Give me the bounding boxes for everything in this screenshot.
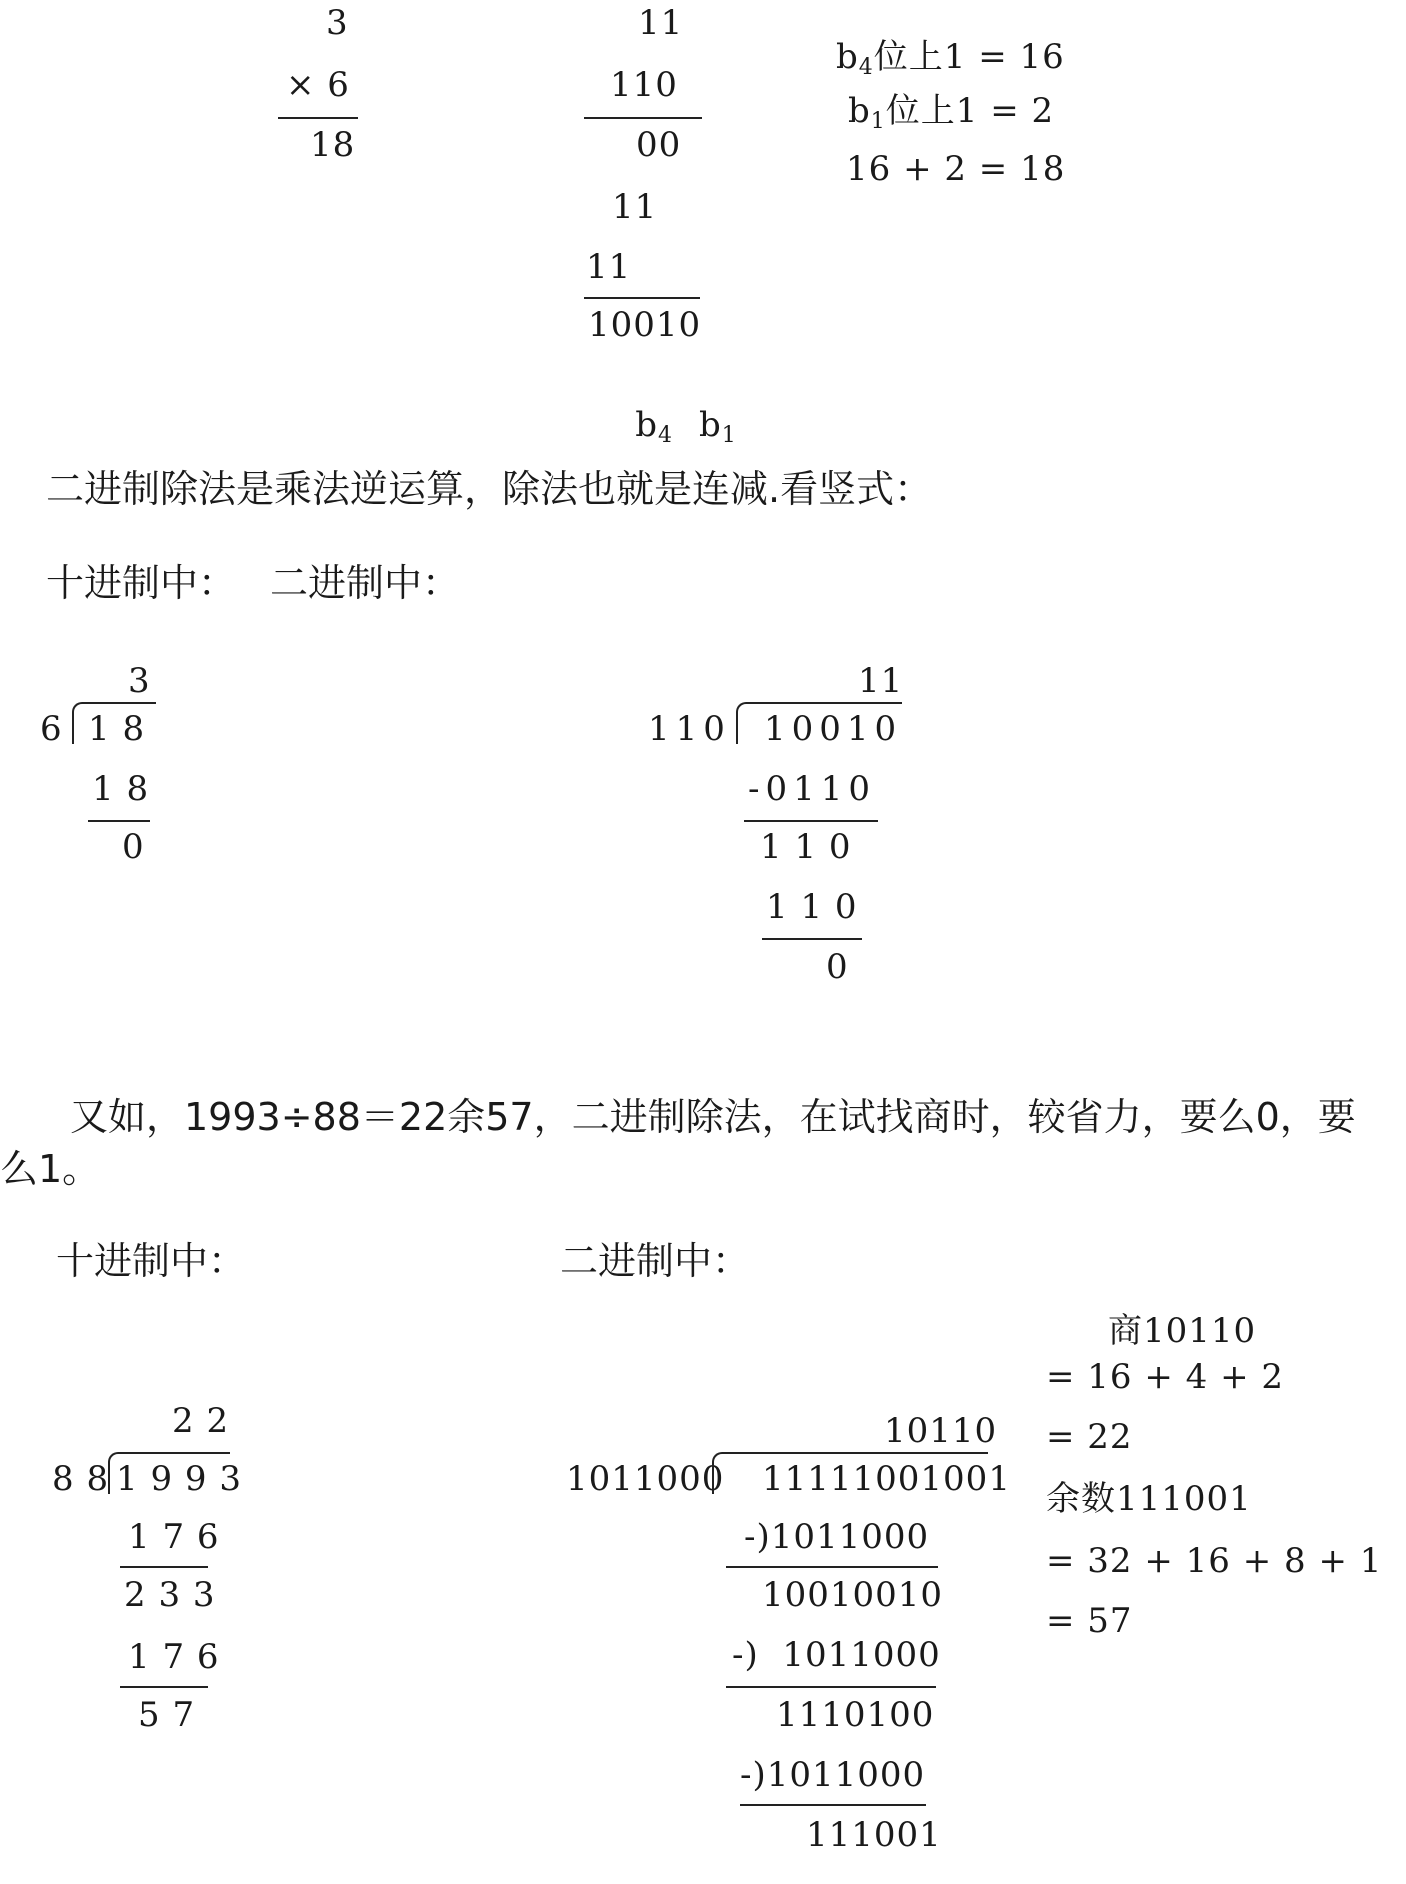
div2-dec-dividend: 1 9 9 3 [116, 1459, 242, 1499]
div2-bin-rule-3 [740, 1804, 926, 1806]
div1-bin-quotient: 11 [858, 661, 904, 701]
div2-bin-quotient: 10110 [884, 1411, 998, 1451]
div2-bin-subtract-1: -)1011000 [744, 1517, 930, 1557]
note-quotient: 商10110 [1108, 1311, 1257, 1351]
div2-dec-rule-1 [120, 1566, 208, 1568]
mult-bin-partial-3: 11 [586, 247, 632, 287]
div1-dec-subtract: 1 8 [92, 769, 150, 809]
div2-dec-remainder-1: 2 3 3 [124, 1575, 216, 1615]
div1-dec-divisor: 6 [40, 709, 63, 749]
bit-label-b4: $b_4$ [635, 405, 673, 448]
div1-bin-rule-1 [744, 820, 878, 822]
note-remainder-expansion: = 32 + 16 + 8 + 1 [1046, 1541, 1383, 1581]
note-remainder-value: = 57 [1046, 1601, 1133, 1641]
note-sum: 16 + 2 = 18 [846, 149, 1066, 189]
paragraph-example-1993-cont: 么1。 [0, 1147, 101, 1191]
note-b4: $b_4$位上1 = 16 [836, 37, 1065, 80]
div2-dec-subtract-1: 1 7 6 [128, 1517, 220, 1557]
div2-bin-remainder: 111001 [806, 1815, 942, 1855]
div1-bin-rule-2 [762, 938, 862, 940]
div1-bin-divisor: 110 [648, 709, 731, 749]
div2-dec-quotient: 2 2 [172, 1401, 230, 1441]
mult-bin-bit-labels [588, 374, 737, 481]
div2-dec-divisor: 8 8 [52, 1459, 110, 1499]
div1-bin-subtract-2: 1 1 0 [766, 887, 858, 927]
mult-bin-partial-1: 00 [636, 125, 682, 165]
div2-bin-subtract-2: -) 1011000 [732, 1635, 941, 1675]
div2-dec-remainder: 5 7 [138, 1695, 196, 1735]
div2-dec-subtract-2: 1 7 6 [128, 1637, 220, 1677]
mult-dec-a: 3 [326, 3, 349, 43]
note-remainder: 余数111001 [1046, 1479, 1252, 1519]
mult-dec-result: 18 [310, 125, 356, 165]
paragraph-division-intro: 二进制除法是乘法逆运算，除法也就是连减.看竖式： [46, 467, 933, 511]
label-decimal-2: 十进制中： [56, 1239, 247, 1283]
div1-dec-quotient: 3 [128, 661, 151, 701]
mult-bin-rule-1 [584, 117, 702, 119]
mult-bin-rule-2 [584, 297, 700, 299]
note-quotient-value: = 22 [1046, 1417, 1133, 1457]
div1-bin-dividend: 10010 [764, 709, 903, 749]
mult-dec-rule [278, 117, 358, 119]
div1-dec-dividend: 1 8 [88, 709, 146, 749]
label-decimal-1: 十进制中： [46, 561, 237, 605]
div2-bin-divisor: 1011000 [566, 1459, 725, 1499]
mult-bin-partial-2: 11 [612, 187, 658, 227]
div1-dec-remainder: 0 [122, 827, 145, 867]
mult-bin-a: 11 [638, 3, 684, 43]
div1-bin-subtract-1: -0110 [748, 769, 877, 809]
div2-bin-rule-2 [726, 1686, 936, 1688]
div2-bin-remainder-2: 1110100 [776, 1695, 935, 1735]
div1-bin-remainder-1: 1 1 0 [760, 827, 852, 867]
mult-dec-b: × 6 [286, 65, 350, 105]
div2-dec-rule-2 [120, 1686, 208, 1688]
div2-bin-dividend: 11111001001 [762, 1459, 1011, 1499]
note-quotient-expansion: = 16 + 4 + 2 [1046, 1357, 1285, 1397]
label-binary-2: 二进制中： [560, 1239, 751, 1283]
mult-bin-b: 110 [610, 65, 678, 105]
note-b1: $b_1$位上1 = 2 [848, 91, 1055, 134]
paragraph-example-1993: 又如，1993÷88＝22余57，二进制除法，在试找商时，较省力，要么0，要 [70, 1095, 1356, 1139]
label-binary-1: 二进制中： [270, 561, 461, 605]
div2-bin-subtract-3: -)1011000 [740, 1755, 926, 1795]
mult-bin-result: 10010 [588, 305, 702, 345]
div2-bin-rule-1 [726, 1566, 938, 1568]
div1-bin-remainder: 0 [826, 947, 849, 987]
div2-bin-remainder-1: 10010010 [762, 1575, 944, 1615]
div1-dec-rule [88, 820, 150, 822]
bit-label-b1: $b_1$ [699, 405, 737, 448]
